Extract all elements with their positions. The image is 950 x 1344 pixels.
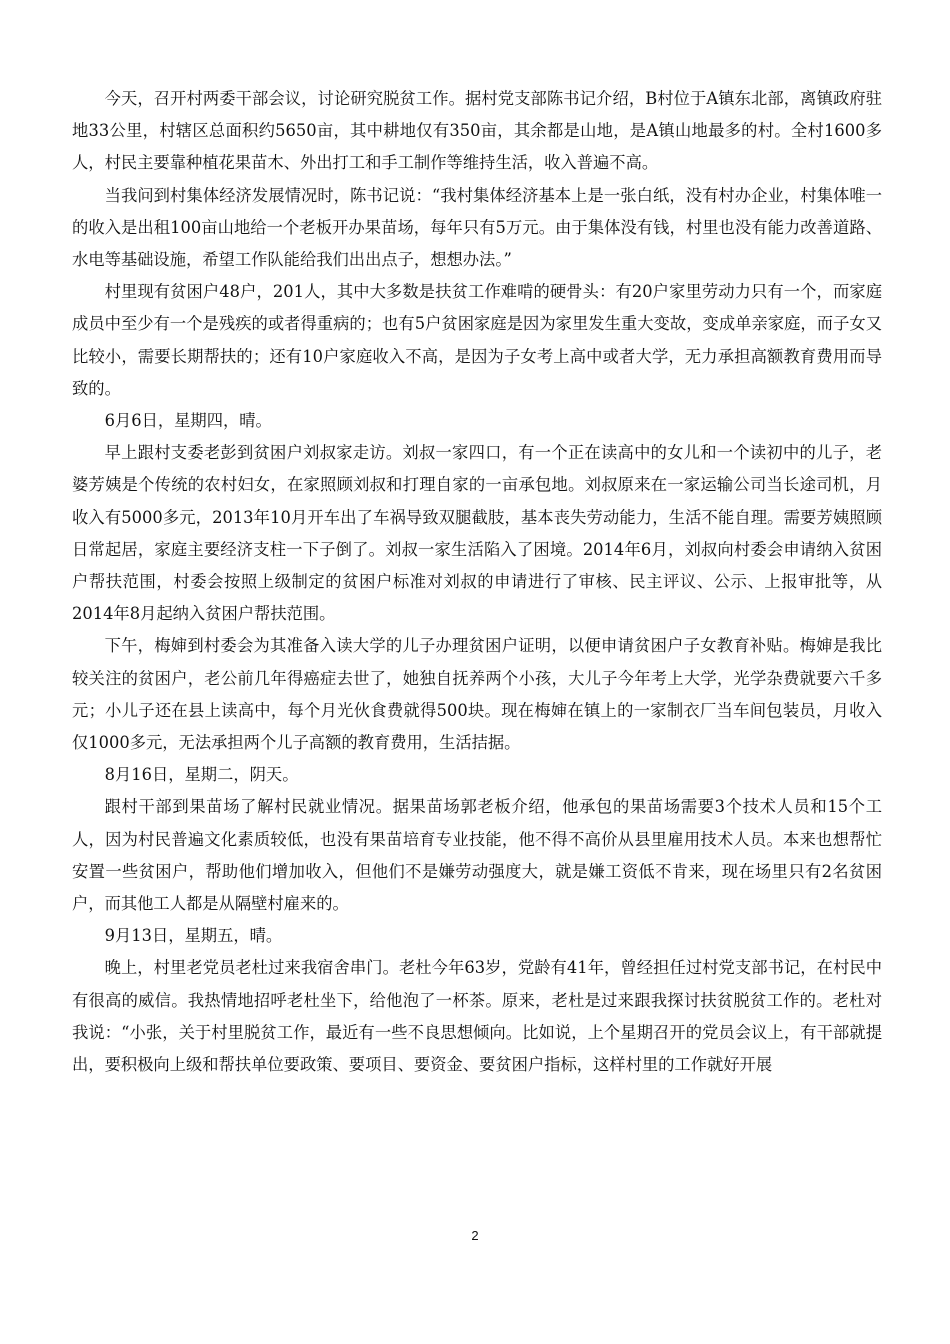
paragraph-poor-households: 村里现有贫困户48户，201人，其中大多数是扶贫工作难啃的硬骨头：有20户家里劳动力只有一个，而家庭成员中至少有一个是残疾的或者得重病的；也有5户贫困家庭是因为家里发生重大变故，变成单亲家庭，而子女又比较小，需要长期帮扶的；还有10户家庭收入不高，是因为子女考上高中或者大学，无力承担高额教育费用而导致的。 (72, 282, 882, 398)
paragraph-visit-liu: 早上跟村支委老彭到贫困户刘叔家走访。刘叔一家四口，有一个正在读高中的女儿和一个读初中的儿子，老婆芳姨是个传统的农村妇女，在家照顾刘叔和打理自家的一亩承包地。刘叔原来在一家运输公司当长途司机，月收入有5000多元，2013年10月开车出了车祸导致双腿截肢，基本丧失劳动能力，生活不能自理。需要芳姨照顾日常起居，家庭主要经济支柱一下子倒了。刘叔一家生活陷入了困境。2014年6月，刘叔向村委会申请纳入贫困户帮扶范围，村委会按照上级制定的贫困户标准对刘叔的申请进行了审核、民主评议、公示、上报审批等，从2014年8月起纳入贫困户帮扶范围。 (72, 443, 882, 624)
paragraph-aunt-mei: 下午，梅婶到村委会为其准备入读大学的儿子办理贫困户证明，以便申请贫困户子女教育补贴。梅婶是我比较关注的贫困户，老公前几年得癌症去世了，她独自抚养两个小孩，大儿子今年考上大学，光学杂费就要六千多元；小儿子还在县上读高中，每个月光伙食费就得500块。现在梅婶在镇上的一家制衣厂当车间包装员，月收入仅1000多元，无法承担两个儿子高额的教育费用，生活拮据。 (72, 636, 882, 753)
paragraph-date-september-13: 9月13日，星期五，晴。 (104, 926, 283, 946)
document-body (72, 83, 882, 1081)
paragraph-old-du-visit: 晚上，村里老党员老杜过来我宿舍串门。老杜今年63岁，党龄有41年，曾经担任过村党支部书记，在村民中有很高的威信。我热情地招呼老杜坐下，给他泡了一杯茶。原来，老杜是过来跟我探讨扶贫脱贫工作的。老杜对我说：“小张，关于村里脱贫工作，最近有一些不良思想倾向。比如说，上个星期召开的党员会议上，有干部就提出，要积极向上级和帮扶单位要政策、要项目、要资金、要贫困户指标，这样村里的工作就好开展 (72, 958, 882, 1075)
paragraph-date-june-6: 6月6日，星期四，晴。 (104, 411, 272, 431)
paragraph-nursery-employment: 跟村干部到果苗场了解村民就业情况。据果苗场郭老板介绍，他承包的果苗场需要3个技术人员和15个工人，因为村民普遍文化素质较低，也没有果苗培育专业技能，他不得不高价从县里雇用技术人员。本来也想帮忙安置一些贫困户，帮助他们增加收入，但他们不是嫌劳动强度大，就是嫌工资低不肯来，现在场里只有2名贫困户，而其他工人都是从隔壁村雇来的。 (72, 797, 882, 914)
page-number: 2 (471, 1228, 479, 1243)
paragraph-date-august-16: 8月16日，星期二，阴天。 (104, 765, 299, 785)
paragraph-meeting-intro: 今天，召开村两委干部会议，讨论研究脱贫工作。据村党支部陈书记介绍，B村位于A镇东北部，离镇政府驻地33公里，村辖区总面积约5650亩，其中耕地仅有350亩，其余都是山地，是A镇山地最多的村。全村1600多人，村民主要靠种植花果苗木、外出打工和手工制作等维持生活，收入普遍不高。 (72, 89, 882, 173)
paragraph-collective-economy: 当我问到村集体经济发展情况时，陈书记说：“我村集体经济基本上是一张白纸，没有村办企业，村集体唯一的收入是出租100亩山地给一个老板开办果苗场，每年只有5万元。由于集体没有钱，村里也没有能力改善道路、水电等基础设施，希望工作队能给我们出出点子，想想办法。” (72, 185, 882, 270)
